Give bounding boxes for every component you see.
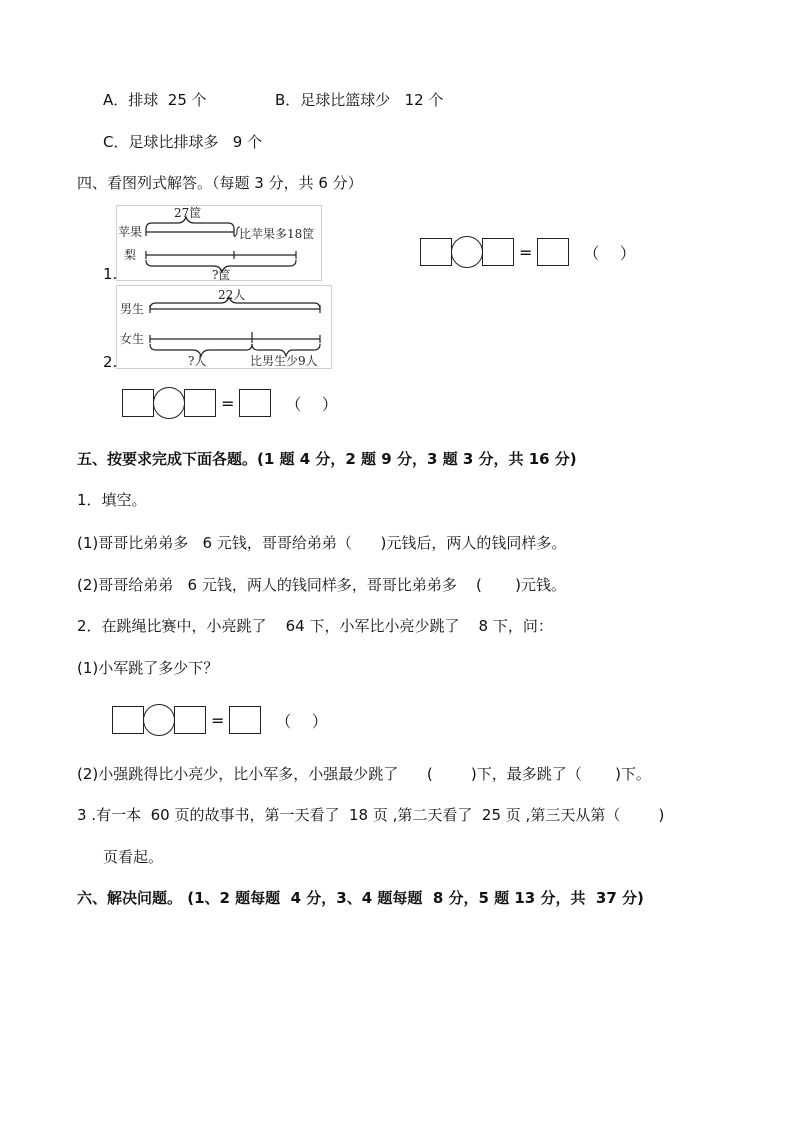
answer-box[interactable] [184,389,216,417]
extra-label: 比苹果多18筐 [239,227,315,241]
section5-q2-part1: (1)小军跳了多少下？ [77,659,219,677]
section5-q2-part2: (2)小强跳得比小亮少，比小军多，小强最少跳了 ( )下，最多跳了（ )下。 [77,765,651,783]
pear-label: 梨 [124,248,137,262]
bar-diagram-apple-pear [116,205,322,281]
section4-heading: 四、看图列式解答。（每题 3 分，共 6 分） [77,174,363,192]
unit-blank[interactable]: （ ） [285,394,338,414]
bottom-label: ?筐 [212,268,231,281]
section5-q3-line2: 页看起。 [103,848,164,866]
question-number-2: 2. [103,353,118,371]
operator-circle[interactable] [153,387,185,419]
equals-sign: = [519,242,533,262]
result-box[interactable] [239,389,271,417]
option-b: B．足球比篮球少 12 个 [275,91,444,109]
section5-q1-title: 1．填空。 [77,491,147,509]
equation-template-2 [122,387,338,419]
equation-template-1 [420,236,636,268]
answer-box[interactable] [420,238,452,266]
answer-box[interactable] [482,238,514,266]
bar-diagram-boys-girls [116,285,332,369]
section5-q3-line1: 3 .有一本 60 页的故事书，第一天看了 18 页 ,第二天看了 25 页 ,第三天从第（ ) [77,806,665,824]
section5-heading: 五、按要求完成下面各题。(1 题 4 分，2 题 9 分，3 题 3 分，共 16 分) [77,450,577,468]
option-c: C．足球比排球多 9 个 [103,133,263,151]
unit-blank[interactable]: （ ） [583,243,636,263]
section5-q1-part1: (1)哥哥比弟弟多 6 元钱，哥哥给弟弟（ )元钱后，两人的钱同样多。 [77,534,567,552]
answer-box[interactable] [122,389,154,417]
bottom-left-label: ?人 [188,354,207,368]
unit-blank[interactable]: （ ） [275,711,328,731]
answer-box[interactable] [112,706,144,734]
answer-box[interactable] [174,706,206,734]
girls-label: 女生 [120,332,145,346]
top-label: 22人 [218,288,246,302]
equation-template-3 [112,704,328,736]
question-number-1: 1. [103,265,118,283]
boys-label: 男生 [120,302,145,316]
result-box[interactable] [229,706,261,734]
top-label: 27筐 [174,206,202,220]
operator-circle[interactable] [451,236,483,268]
option-a: A．排球 25 个 [103,91,207,109]
bottom-right-label: 比男生少9人 [250,354,318,368]
section6-heading: 六、解决问题。 (1、2 题每题 4 分，3、4 题每题 8 分，5 题 13 分，共 37 分) [77,889,644,907]
equals-sign: = [221,393,235,413]
operator-circle[interactable] [143,704,175,736]
result-box[interactable] [537,238,569,266]
equals-sign: = [211,710,225,730]
section5-q2-title: 2．在跳绳比赛中，小亮跳了 64 下，小军比小亮少跳了 8 下，问： [77,617,553,635]
section5-q1-part2: (2)哥哥给弟弟 6 元钱，两人的钱同样多，哥哥比弟弟多 ( )元钱。 [77,576,567,594]
apple-label: 苹果 [118,225,143,239]
